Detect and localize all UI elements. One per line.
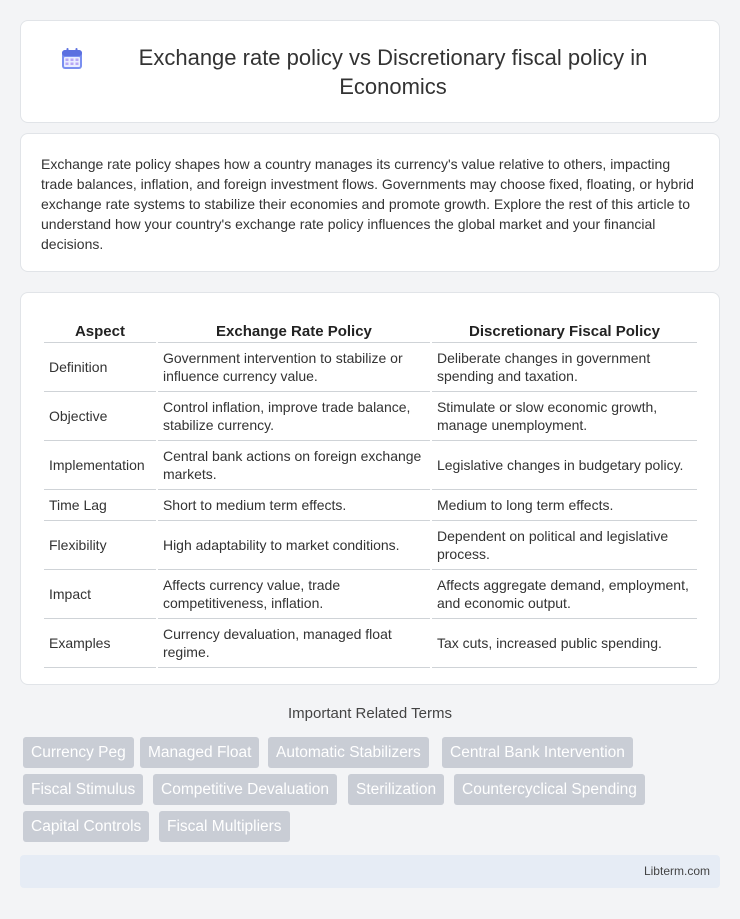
cell-exchange-rate: Currency devaluation, managed float regime.	[158, 619, 430, 668]
comparison-table	[42, 313, 699, 668]
intro-paragraph: Exchange rate policy shapes how a country manages its currency's value relative to others, impacting trade balances, inflation, and foreign investment flows. Governments may choose fixed, floating, or hybrid exchange rate systems to stabilize their economies and promote growth. Explore the rest of this article to understand how your country's exchange rate policy influences the global market and your financial decisions.	[41, 156, 694, 252]
cell-fiscal: Stimulate or slow economic growth, manage unemployment.	[432, 392, 697, 441]
related-terms-title: Important Related Terms	[288, 705, 452, 722]
cell-exchange-rate: Control inflation, improve trade balance, stabilize currency.	[158, 392, 430, 441]
cell-aspect: Implementation	[44, 441, 156, 490]
tag-central-bank-intervention[interactable]: Central Bank Intervention	[442, 737, 633, 768]
table-row	[44, 392, 697, 441]
table-row	[44, 343, 697, 392]
cell-fiscal: Dependent on political and legislative process.	[432, 521, 697, 570]
cell-aspect: Impact	[44, 570, 156, 619]
tag-sterilization[interactable]: Sterilization	[348, 774, 444, 805]
tag-countercyclical-spending[interactable]: Countercyclical Spending	[454, 774, 645, 805]
header-aspect: Aspect	[44, 313, 156, 343]
cell-exchange-rate: Central bank actions on foreign exchange markets.	[158, 441, 430, 490]
tag-fiscal-multipliers[interactable]: Fiscal Multipliers	[159, 811, 290, 842]
intro-card	[20, 133, 720, 272]
header-discretionary-fiscal-policy: Discretionary Fiscal Policy	[432, 313, 697, 343]
tag-managed-float[interactable]: Managed Float	[140, 737, 259, 768]
tag-automatic-stabilizers[interactable]: Automatic Stabilizers	[268, 737, 429, 768]
cell-exchange-rate: Short to medium term effects.	[158, 490, 430, 521]
table-row	[44, 521, 697, 570]
cell-fiscal: Tax cuts, increased public spending.	[432, 619, 697, 668]
cell-fiscal: Affects aggregate demand, employment, and economic output.	[432, 570, 697, 619]
table-row	[44, 570, 697, 619]
table-row	[44, 490, 697, 521]
cell-aspect: Examples	[44, 619, 156, 668]
title-wrap	[60, 43, 680, 101]
comparison-card	[20, 292, 720, 685]
cell-exchange-rate: Affects currency value, trade competitiveness, inflation.	[158, 570, 430, 619]
cell-aspect: Flexibility	[44, 521, 156, 570]
footer-site-link[interactable]: Libterm.com	[643, 864, 710, 878]
cell-aspect: Definition	[44, 343, 156, 392]
tag-currency-peg[interactable]: Currency Peg	[23, 737, 134, 768]
cell-fiscal: Legislative changes in budgetary policy.	[432, 441, 697, 490]
tag-capital-controls[interactable]: Capital Controls	[23, 811, 149, 842]
tag-competitive-devaluation[interactable]: Competitive Devaluation	[153, 774, 337, 805]
table-row	[44, 619, 697, 668]
cell-exchange-rate: Government intervention to stabilize or influence currency value.	[158, 343, 430, 392]
tag-fiscal-stimulus[interactable]: Fiscal Stimulus	[23, 774, 143, 805]
cell-fiscal: Deliberate changes in government spending and taxation.	[432, 343, 697, 392]
cell-fiscal: Medium to long term effects.	[432, 490, 697, 521]
table-row	[44, 441, 697, 490]
header-exchange-rate-policy: Exchange Rate Policy	[158, 313, 430, 343]
cell-exchange-rate: High adaptability to market conditions.	[158, 521, 430, 570]
cell-aspect: Objective	[44, 392, 156, 441]
table-header-row	[44, 313, 697, 343]
cell-aspect: Time Lag	[44, 490, 156, 521]
calendar-icon	[60, 47, 84, 71]
page-title: Exchange rate policy vs Discretionary fiscal policy in Economics	[138, 44, 648, 99]
footer	[20, 855, 720, 888]
title-card	[20, 20, 720, 123]
